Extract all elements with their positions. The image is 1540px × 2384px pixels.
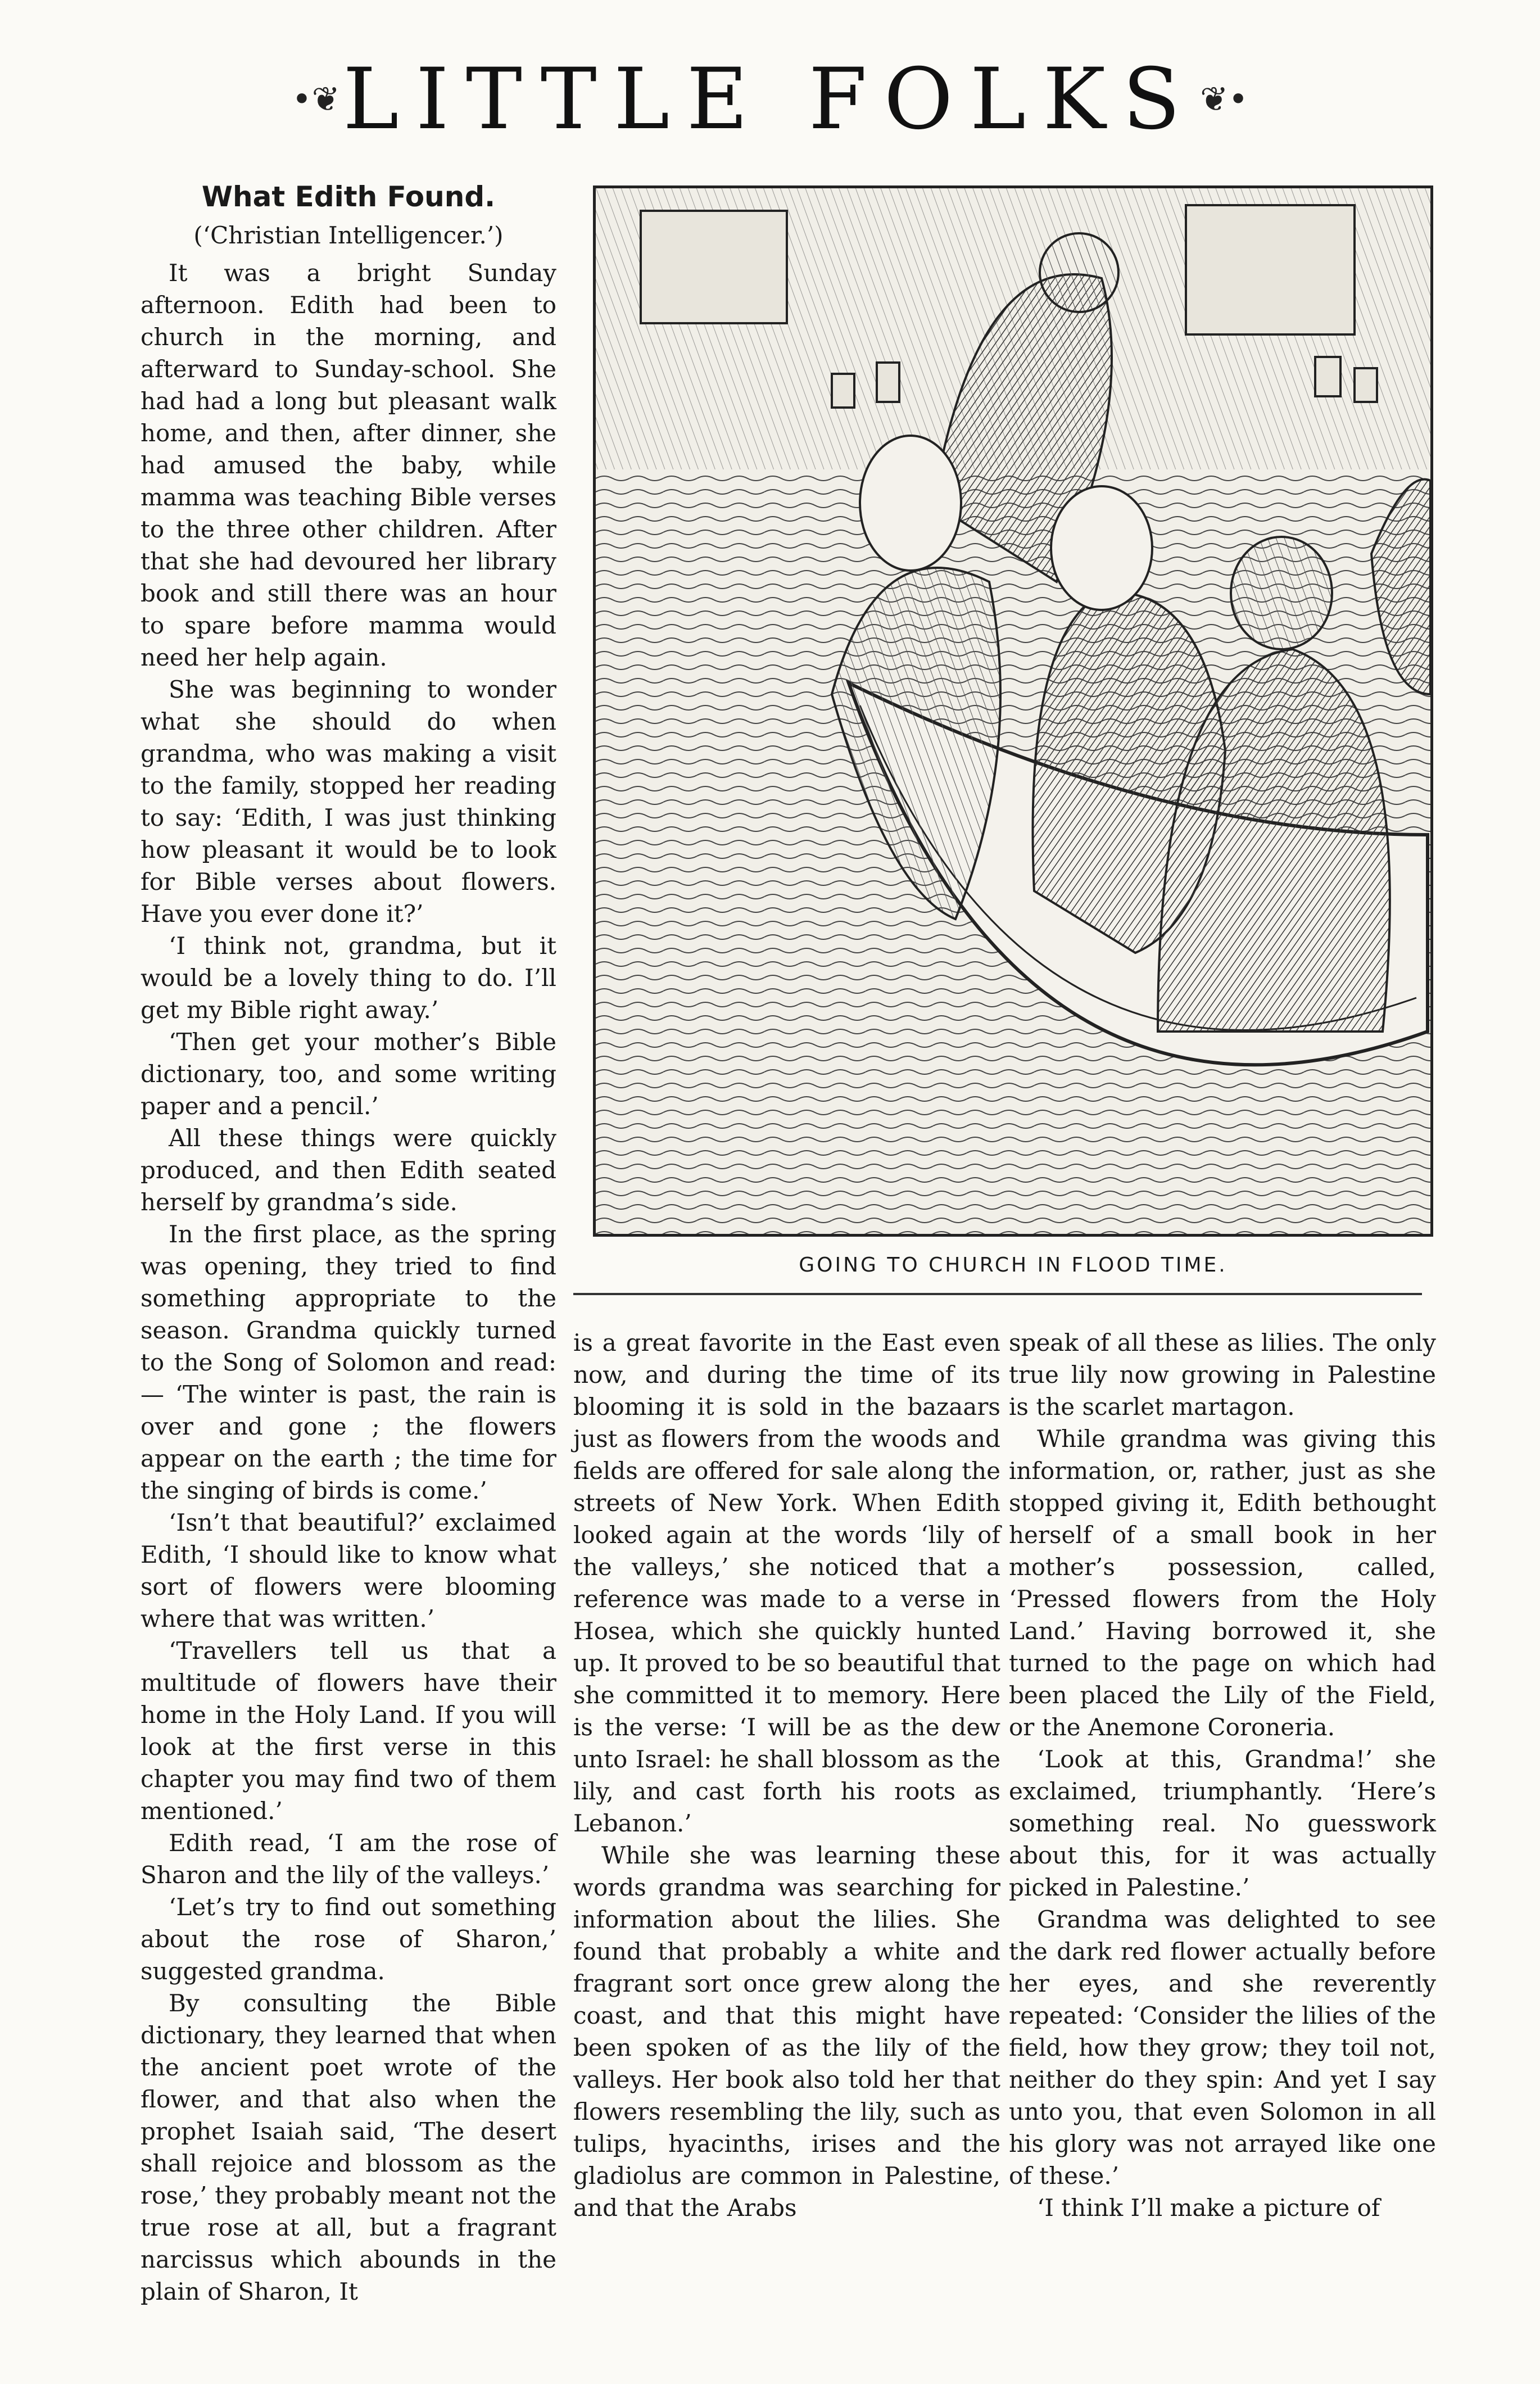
column-3 bbox=[1009, 1327, 1436, 2224]
paragraph: All these things were quickly produced, and then Edith seated herself by grandma’s side. bbox=[141, 1124, 556, 1216]
paragraph: It was a bright Sunday afternoon. Edith had been to church in the morning, and afterward to Sunday-school. She had had a long but pleasant walk home, and then, after dinner, she had amused the baby, while mamma was teaching Bible verses to the three other children. After that she had devoured her library book and still there was an hour to spare before mamma would need her help again. bbox=[141, 259, 556, 671]
paragraph: While grandma was giving this information, or, rather, just as she stopped giving it, Edith bethought herself of a small book in her mother’s possession, called, ‘Pressed flowers from the Holy Land.’ Having borrowed it, she turned to the page on which had been placed the Lily of the Field, or the Anemone Coroneria. bbox=[1009, 1425, 1436, 1741]
paragraph: While she was learning these words grandma was searching for information about the lilies. She found that probably a white and fragrant sort once grew along the coast, and that this might have been spoken of as the lily of the valleys. Her book also told her that flowers resembling the lily, such as tulips, hyacinths, irises and the gladiolus are common in Palestine, and that the Arabs bbox=[573, 1842, 1000, 2222]
paragraph: In the first place, as the spring was opening, they tried to find something appropriate to the season. Grandma quickly turned to the Song of Solomon and read: — ‘The winter is past, the rain is over and gone ; the flowers appear on the earth ; the time for the singing of birds is come.’ bbox=[141, 1220, 556, 1504]
paragraph: ‘Then get your mother’s Bible dictionary, too, and some writing paper and a pencil.’ bbox=[141, 1028, 556, 1120]
paragraph: is a great favorite in the East even now, and during the time of its blooming it is sold in the bazaars just as flowers from the woods and fields are offered for sale along the streets of New York. When Edith looked again at the words ‘lily of the valleys,’ she noticed that a reference was made to a verse in Hosea, which she quickly hunted up. It proved to be so beautiful that she committed it to memory. Here is the verse: ‘I will be as the dew unto Israel: he shall blossom as the lily, and cast forth his roots as Lebanon.’ bbox=[573, 1329, 1000, 1837]
column-2 bbox=[573, 1327, 1000, 2224]
paragraph: Edith read, ‘I am the rose of Sharon and the lily of the valleys.’ bbox=[141, 1829, 556, 1889]
paragraph: ‘Look at this, Grandma!’ she exclaimed, triumphantly. ‘Here’s something real. No guesswork about this, for it was actually picked in Palestine.’ bbox=[1009, 1745, 1436, 1901]
engraving-illustration bbox=[596, 188, 1430, 1234]
paragraph: ‘Isn’t that beautiful?’ exclaimed Edith, ‘I should like to know what sort of flowers were blooming where that was written.’ bbox=[141, 1509, 556, 1632]
paragraph: ‘I think not, grandma, but it would be a lovely thing to do. I’ll get my Bible right away.’ bbox=[141, 932, 556, 1024]
paragraph: ‘Travellers tell us that a multitude of flowers have their home in the Holy Land. If you will look at the first verse in this chapter you may find two of them mentioned.’ bbox=[141, 1637, 556, 1825]
paragraph: speak of all these as lilies. The only true lily now growing in Palestine is the scarlet martagon. bbox=[1009, 1329, 1436, 1421]
story-title: What Edith Found. bbox=[201, 180, 496, 213]
paragraph: ‘Let’s try to find out something about the rose of Sharon,’ suggested grandma. bbox=[141, 1893, 556, 1985]
paragraph: By consulting the Bible dictionary, they learned that when the ancient poet wrote of the flower, and that also when the prophet Isaiah said, ‘The desert shall rejoice and blossom as the rose,’ they probably meant not the true rose at all, but a fragrant narcissus which abounds in the plain of Sharon, It bbox=[141, 1989, 556, 2305]
illustration-caption: GOING TO CHURCH IN FLOOD TIME. bbox=[799, 1254, 1228, 1277]
illustration bbox=[593, 186, 1433, 1237]
paragraph: ‘I think I’ll make a picture of bbox=[1037, 2194, 1380, 2222]
story-source: (‘Christian Intelligencer.’) bbox=[193, 221, 504, 249]
paragraph: Grandma was delighted to see the dark red flower actually before her eyes, and she reverently repeated: ‘Consider the lilies of the field, how they grow; they toil not, neither do they spin: And yet I say unto you, that even Solomon in all his glory was not arrayed like one of these.’ bbox=[1009, 1906, 1436, 2190]
column-1 bbox=[141, 169, 556, 2308]
divider bbox=[573, 1293, 1422, 1295]
ornament-left-icon: •❦ bbox=[292, 80, 340, 119]
page-title: LITTLE FOLKS bbox=[342, 51, 1197, 148]
ornament-right-icon: ❦• bbox=[1200, 80, 1248, 119]
masthead bbox=[0, 51, 1540, 163]
paragraph: She was beginning to wonder what she should do when grandma, who was making a visit to the family, stopped her reading to say: ‘Edith, I was just thinking how pleasant it would be to look for Bible verses about flowers. Have you ever done it?’ bbox=[141, 676, 556, 928]
